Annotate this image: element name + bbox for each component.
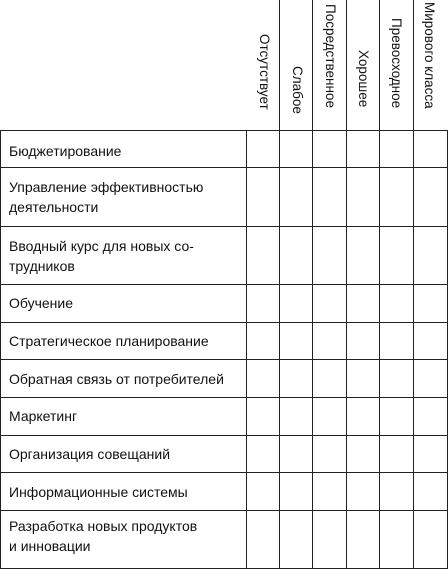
table-rule <box>0 130 1 569</box>
table-rule <box>0 167 448 168</box>
table-rule <box>0 568 448 569</box>
column-header-label: Посредственное <box>323 4 338 108</box>
column-header <box>388 18 404 136</box>
table-rule <box>0 284 448 285</box>
table-rule <box>413 0 414 569</box>
table-rule <box>0 510 448 511</box>
table-rule <box>0 435 448 436</box>
row-label: Информационные системы <box>9 484 188 500</box>
table-rule <box>246 130 247 569</box>
table-rule <box>312 0 313 569</box>
table-rule <box>0 226 448 227</box>
table-rule <box>379 0 380 569</box>
row-label: Управление эффективностью деятельности <box>9 179 204 215</box>
column-header <box>322 4 338 122</box>
row-label: Стратегическое планирование <box>9 333 209 349</box>
column-header <box>421 2 437 120</box>
table-rule <box>0 397 448 398</box>
row-label: Организация совещаний <box>9 446 171 462</box>
table-rule <box>0 130 448 131</box>
column-header <box>256 34 272 152</box>
column-header <box>355 50 371 168</box>
column-header-label: Слабое <box>290 66 305 114</box>
table-rule <box>346 0 347 569</box>
column-header-label: Хорошее <box>356 50 371 108</box>
row-label: Вводный курс для новых со- трудников <box>9 238 194 274</box>
column-header-label: Превосходное <box>389 18 404 109</box>
column-header-label: Мирового класса <box>422 2 437 109</box>
row-label: Маркетинг <box>9 408 78 424</box>
row-label: Разработка новых продуктов и инновации <box>9 518 198 554</box>
table-rule <box>0 322 448 323</box>
column-header-label: Отсутствует <box>257 34 272 110</box>
table-rule <box>0 359 448 360</box>
row-label: Обратная связь от потребителей <box>9 371 224 387</box>
table-rule <box>279 0 280 569</box>
row-label: Бюджетирование <box>9 143 122 159</box>
table-rule <box>0 472 448 473</box>
row-label: Обучение <box>9 295 74 311</box>
